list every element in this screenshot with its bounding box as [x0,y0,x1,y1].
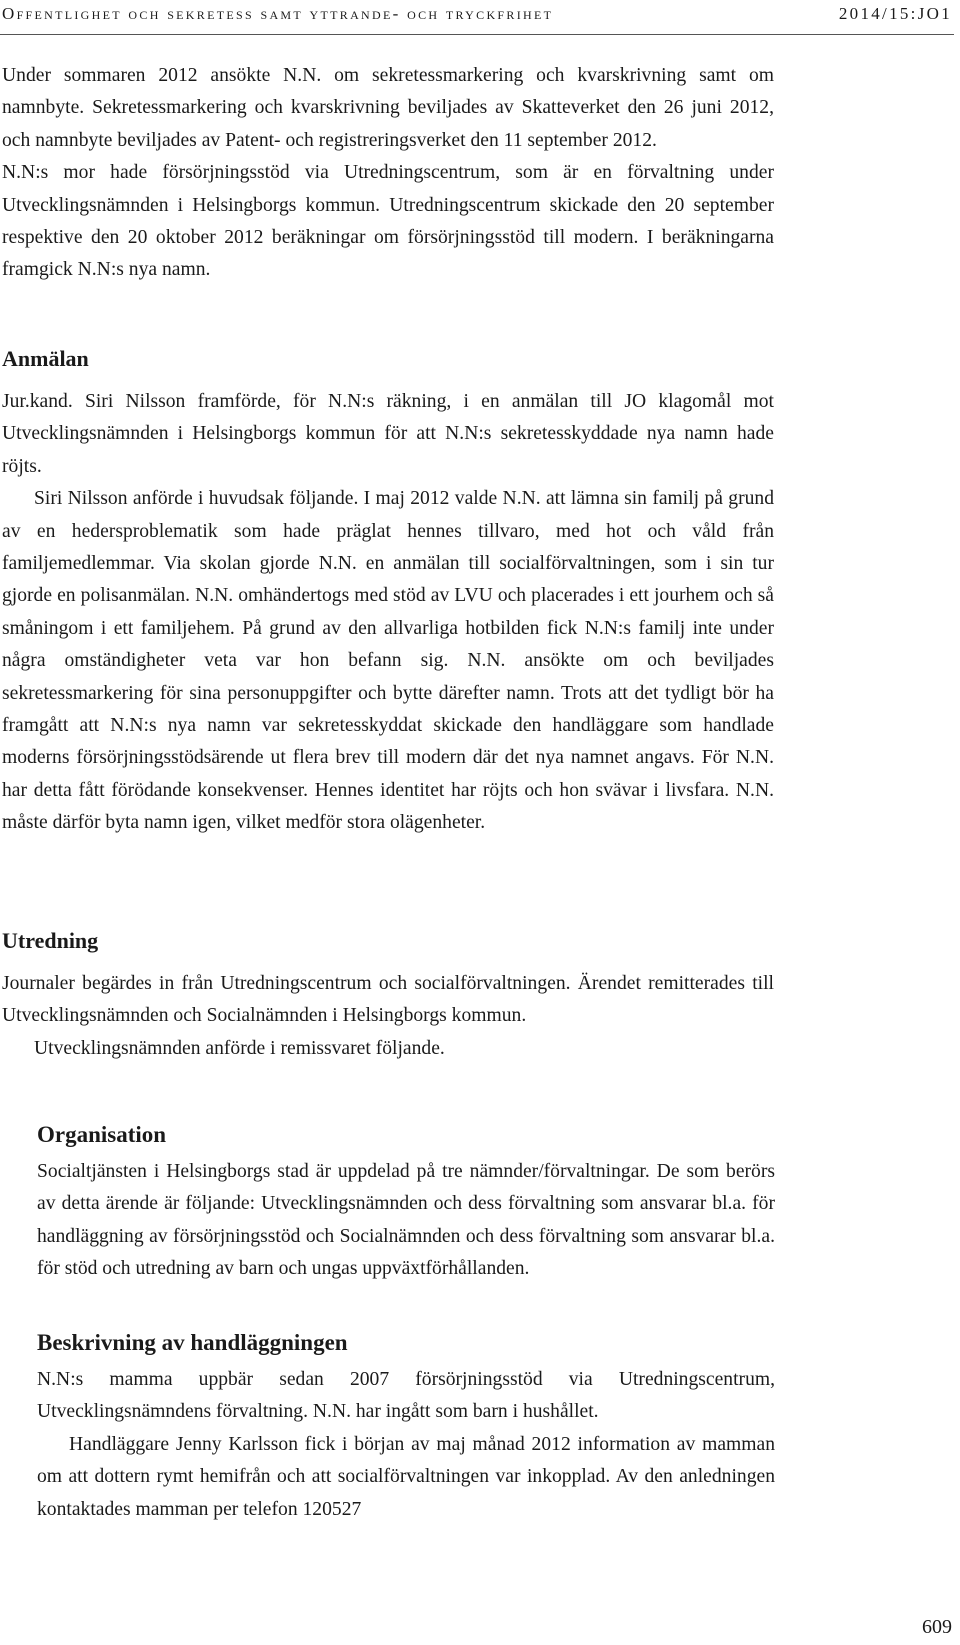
utredning-heading: Utredning [2,928,99,953]
organisation-section [37,1120,775,1150]
organisation-heading: Organisation [37,1122,167,1147]
intro-section [2,60,774,287]
anmalan-paragraph-2: Siri Nilsson anförde i huvudsak följande. I maj 2012 valde N.N. att lämna sin familj på grund av en hedersproblematik som hade präglat hennes tillvaro, med hot och våld från familjemedlemmar. Via skolan gjorde N.N. en anmälan till socialförvaltningen, som i sin tur gjorde en polisanmälan. N.N. omhändertogs med stöd av LVU och placerades i ett jourhem och så småningom i ett familjehem. På grund av den allvarliga hotbilden fick N.N:s familj inte under några omständigheter veta var hon befann sig. N.N. ansökte om och beviljades sekretessmarkering för sina personuppgifter och bytte därefter namn. Trots att det tydligt bör ha framgått att N.N:s nya namn var sekretesskyddat skickade den handläggare som handlade moderns försörjningsstödsärende ut flera brev till modern där det nya namnet angavs. För N.N. har detta fått förödande konsekvenser. Hennes identitet har röjts och hon svävar i livsfara. N.N. måste därför byta namn igen, vilket medför stora olägenheter. [2,488,774,834]
beskrivning-paragraph-1: N.N:s mamma uppbär sedan 2007 försörjningsstöd via Utredningscentrum, Utvecklingsnämndens förvaltning. N.N. har ingått som barn i hushållet. [37,1369,775,1423]
utredning-body [2,968,774,1065]
anmalan-body [2,386,774,840]
running-header [0,2,954,35]
utredning-paragraph-1: Journaler begärdes in från Utredningscentrum och socialförvaltningen. Ärendet remitterades till Utvecklingsnämnden och Socialnämnden i Helsingborgs kommun. [2,973,774,1027]
anmalan-heading: Anmälan [2,346,89,371]
organisation-body [37,1156,775,1286]
utredning-section [2,925,774,957]
beskrivning-section [37,1328,775,1358]
utredning-paragraph-2: Utvecklingsnämnden anförde i remissvaret följande. [34,1037,445,1059]
header-document-number: 2014/15:JO1 [838,4,952,23]
page-number: 609 [922,1616,952,1638]
anmalan-section [2,343,774,375]
beskrivning-body [37,1364,775,1526]
beskrivning-heading: Beskrivning av handläggningen [37,1330,348,1355]
anmalan-paragraph-1: Jur.kand. Siri Nilsson framförde, för N.N:s räkning, i en anmälan till JO klagomål mot Utvecklingsnämnden i Helsingborgs kommun för att N.N:s sekretesskyddade nya namn hade röjts. [2,391,774,477]
organisation-paragraph: Socialtjänsten i Helsingborgs stad är uppdelad på tre nämnder/förvaltningar. De som berörs av detta ärende är följande: Utvecklingsnämnden och dess förvaltning som ansvarar bl.a. för handläggning av försörjningsstöd och Socialnämnden och dess förvaltning som ansvarar bl.a. för stöd och utredning av barn och ungas uppväxtförhållanden. [37,1161,775,1280]
beskrivning-paragraph-2: Handläggare Jenny Karlsson fick i början av maj månad 2012 information av mamman om att dottern rymt hemifrån och att socialförvaltningen var inkopplad. Av den anledningen kontaktades mamman per telefon 120527 [37,1433,775,1520]
intro-paragraph-1: Under sommaren 2012 ansökte N.N. om sekretessmarkering och kvarskrivning samt om namnbyte. Sekretessmarkering och kvarskrivning beviljades av Skatteverket den 26 juni 2012, och namnbyte beviljades av Patent- och registreringsverket den 11 september 2012. [2,65,774,151]
header-title: Offentlighet och sekretess samt yttrande- och tryckfrihet [2,4,554,23]
intro-paragraph-2: N.N:s mor hade försörjningsstöd via Utredningscentrum, som är en förvaltning under Utvecklingsnämnden i Helsingborgs kommun. Utredningscentrum skickade den 20 september respektive den 20 oktober 2012 beräkningar om försörjningsstöd till modern. I beräkningarna framgick N.N:s nya namn. [2,162,774,281]
